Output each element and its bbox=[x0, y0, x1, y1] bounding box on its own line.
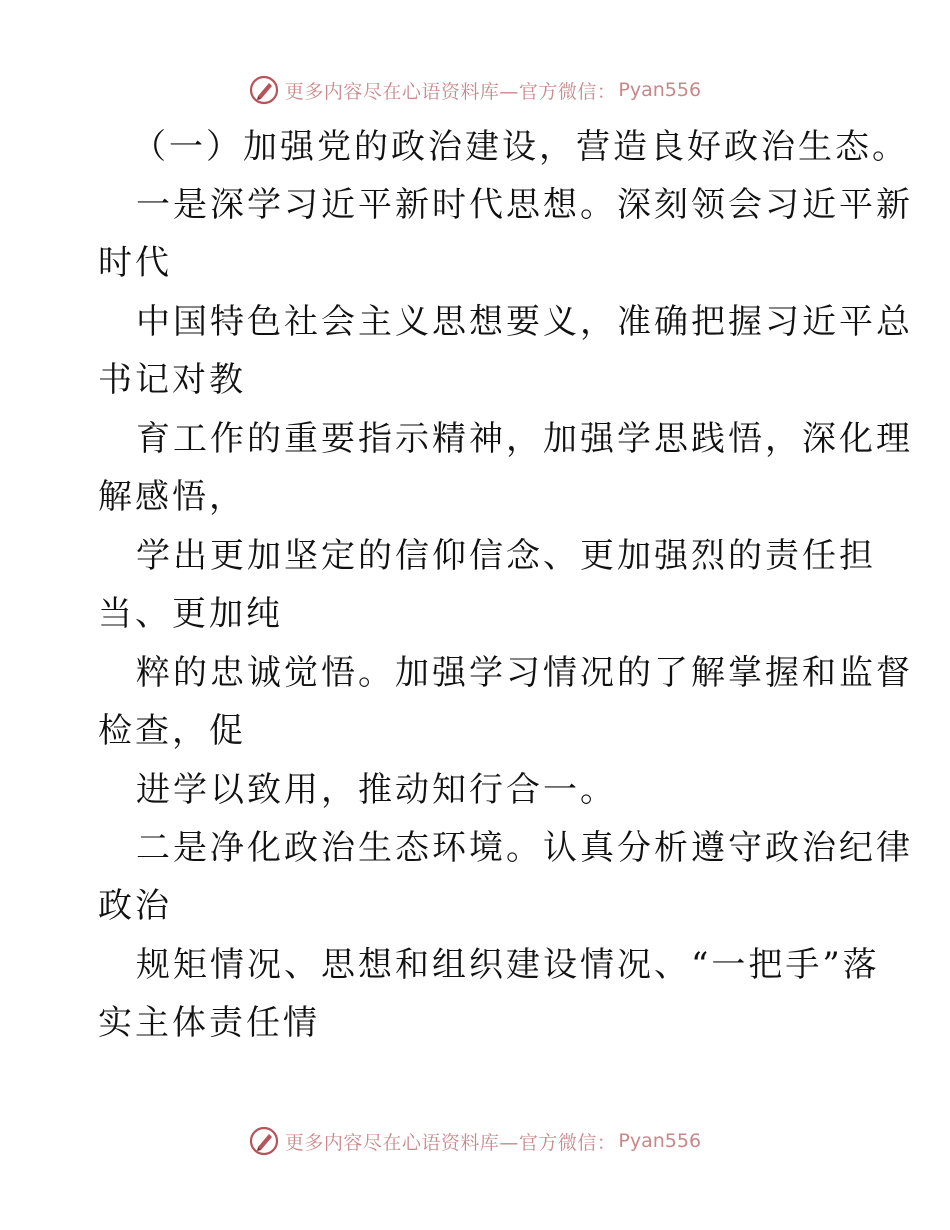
paragraph-line: 时代 bbox=[98, 243, 172, 283]
paragraph-line: 一是深学习近平新时代思想。深刻领会习近平新 bbox=[136, 185, 913, 225]
footer-watermark bbox=[0, 1124, 950, 1158]
paragraph-line: 二是净化政治生态环境。认真分析遵守政治纪律 bbox=[136, 828, 913, 868]
paragraph-line: 中国特色社会主义思想要义，准确把握习近平总 bbox=[136, 302, 913, 342]
watermark-text: 更多内容尽在心语资料库—官方微信： bbox=[284, 1131, 617, 1154]
pen-logo-icon bbox=[249, 1126, 279, 1156]
paragraph-line: 育工作的重要指示精神，加强学思践悟，深化理 bbox=[136, 419, 913, 459]
paragraph-line: 书记对教 bbox=[98, 360, 246, 400]
paragraph-line: 解感悟， bbox=[98, 477, 246, 517]
paragraph-line: 学出更加坚定的信仰信念、更加强烈的责任担 bbox=[136, 536, 876, 576]
paragraph-line: 规矩情况、思想和组织建设情况、“一把手”落 bbox=[136, 945, 880, 985]
watermark-id: Pyan556 bbox=[618, 1130, 702, 1152]
paragraph-line: 政治 bbox=[98, 886, 172, 926]
paragraph-line: 检查，促 bbox=[98, 711, 246, 751]
paragraph-line: 进学以致用，推动知行合一。 bbox=[136, 770, 617, 810]
watermark-text: 更多内容尽在心语资料库—官方微信： bbox=[284, 80, 617, 103]
section-heading: （一）加强党的政治建设，营造良好政治生态。 bbox=[132, 127, 909, 167]
header-watermark bbox=[0, 73, 950, 107]
paragraph-line: 当、更加纯 bbox=[98, 594, 283, 634]
paragraph-line: 粹的忠诚觉悟。加强学习情况的了解掌握和监督 bbox=[136, 653, 913, 693]
pen-logo-icon bbox=[249, 75, 279, 105]
paragraph-line: 实主体责任情 bbox=[98, 1003, 320, 1043]
watermark-id: Pyan556 bbox=[618, 79, 702, 101]
